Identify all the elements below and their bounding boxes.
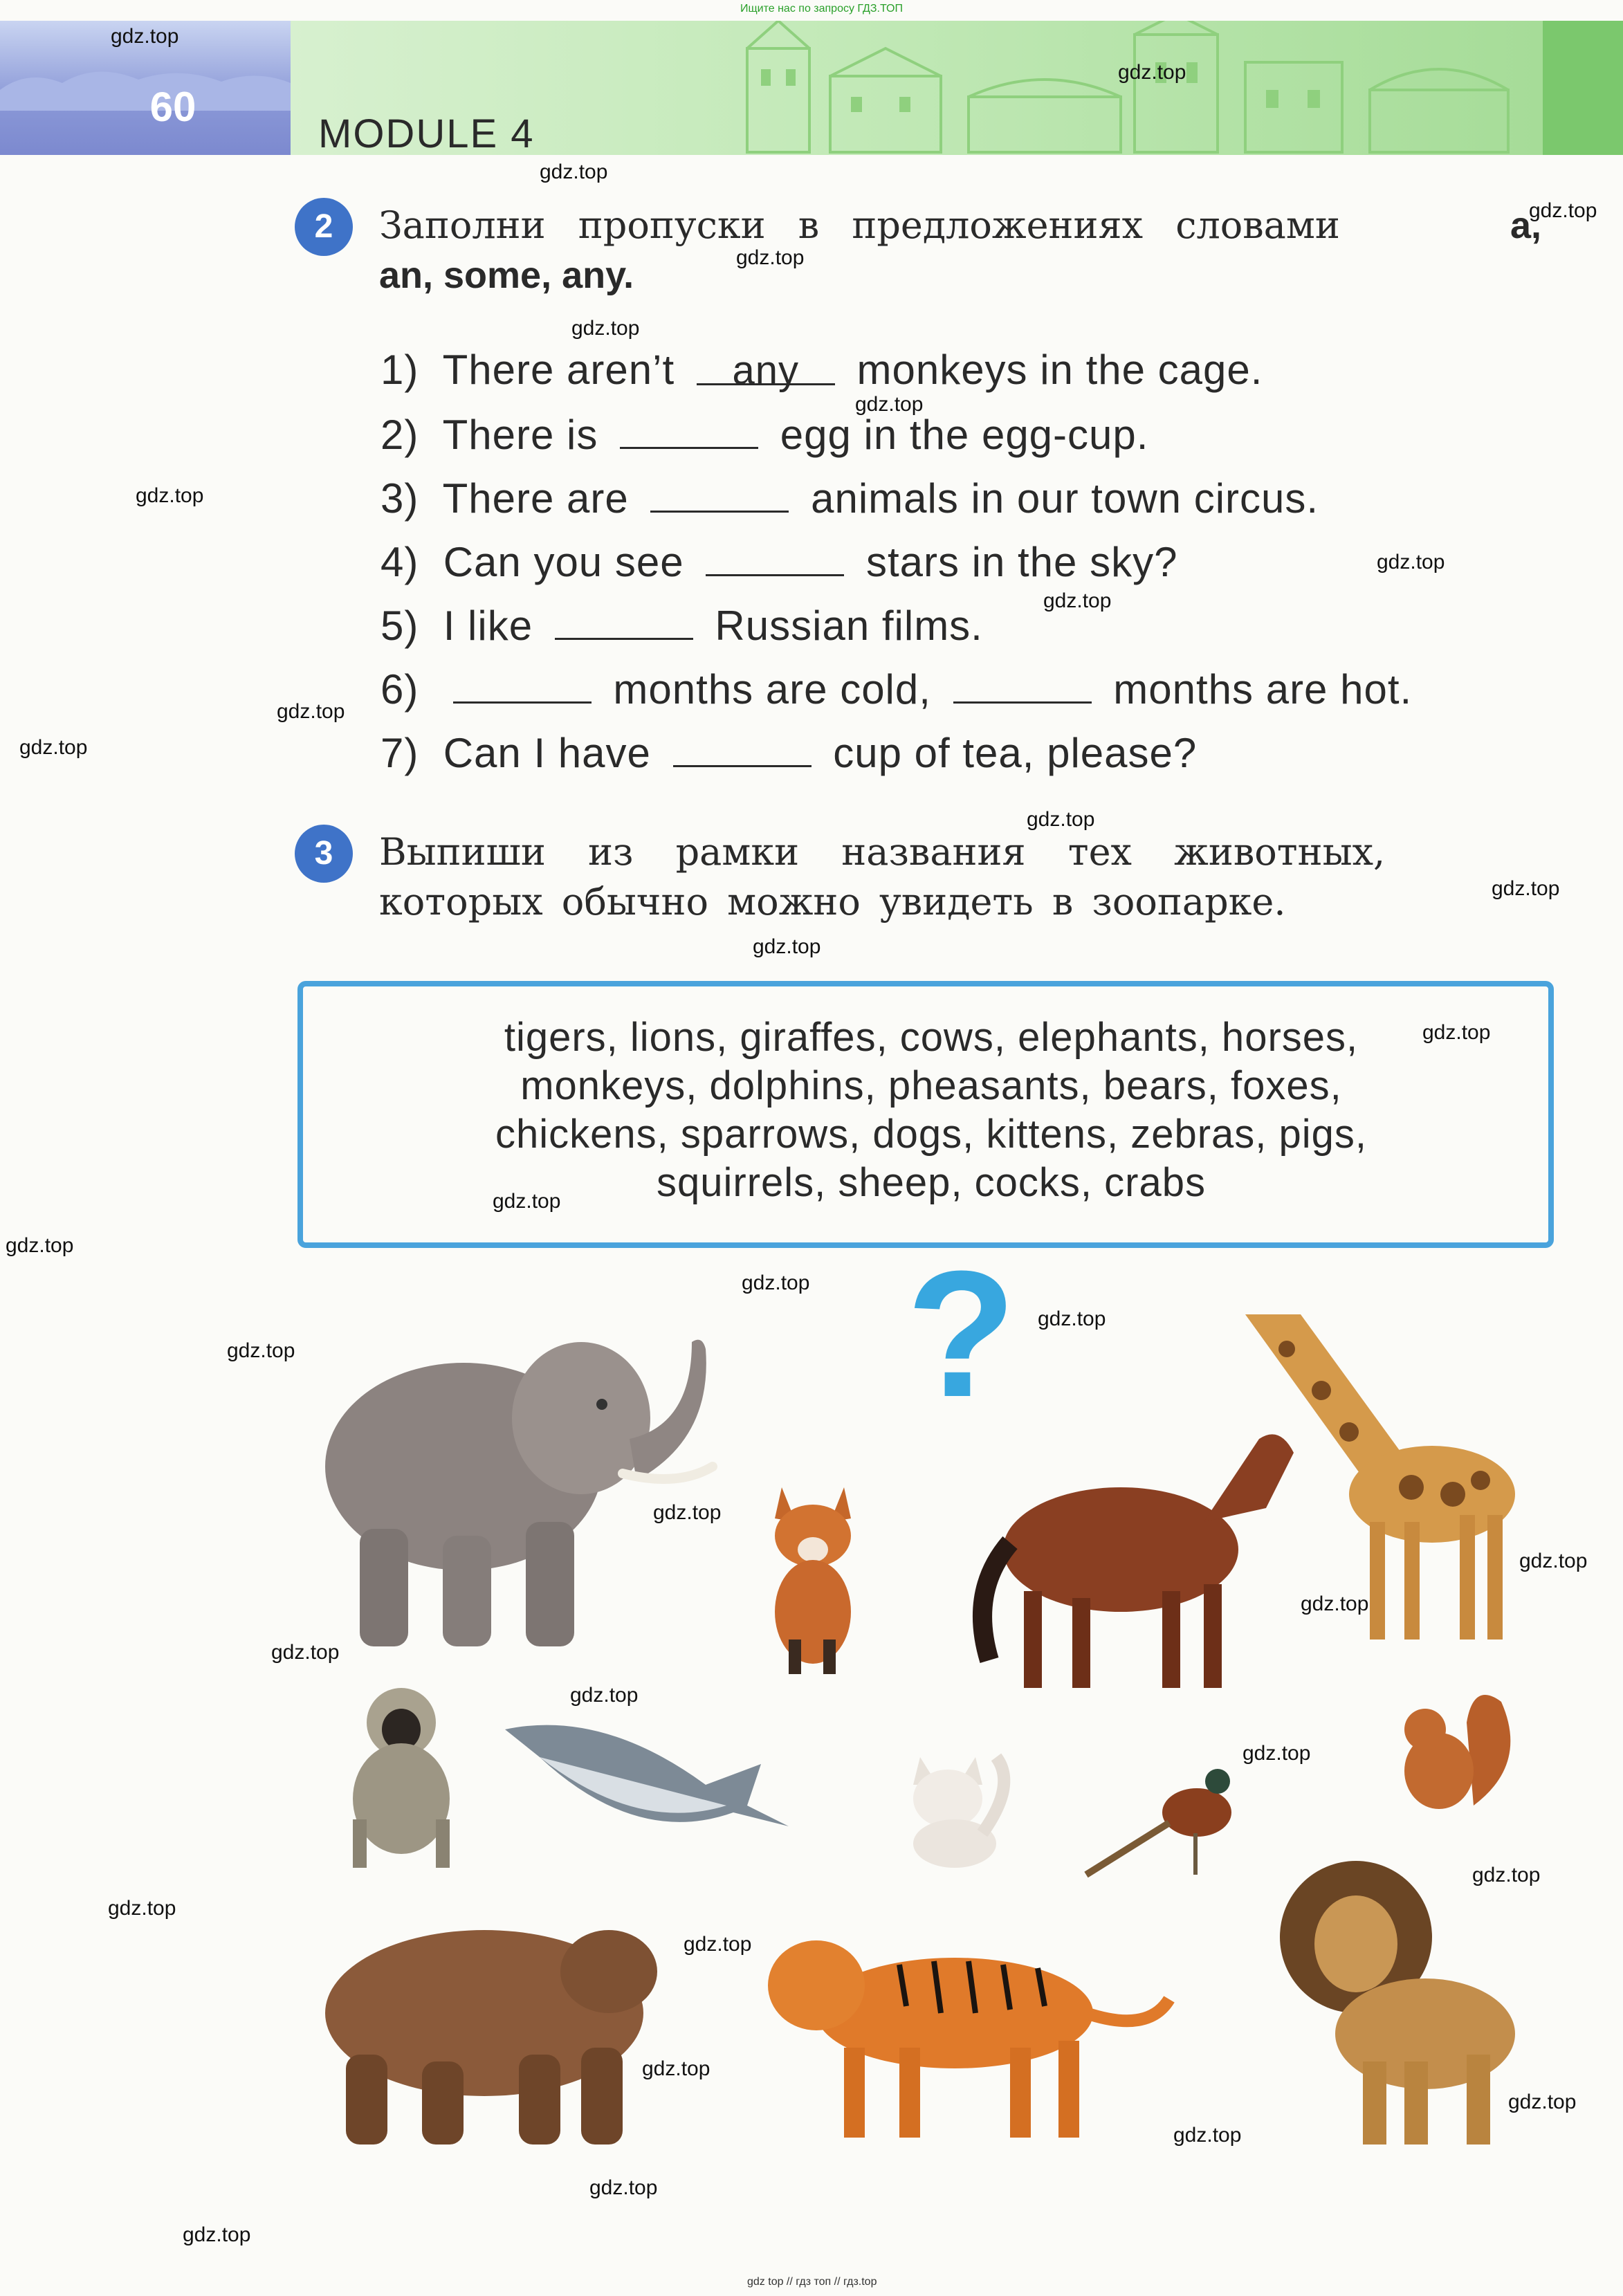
- task2-instruction-a: a,: [1510, 205, 1541, 246]
- watermark: gdz.top: [108, 1897, 176, 1920]
- watermark: gdz.top: [571, 317, 640, 340]
- answer-blank[interactable]: [953, 664, 1092, 704]
- watermark: gdz.top: [1038, 1307, 1106, 1330]
- top-note: Ищите нас по запросу ГДЗ.ТОП: [740, 3, 903, 15]
- sentence-5: 5) I like Russian films.: [380, 600, 983, 650]
- watermark: gdz.top: [1377, 551, 1445, 573]
- watermark: gdz.top: [736, 246, 805, 269]
- watermark: gdz.top: [19, 736, 88, 759]
- task-number-badge: 2: [295, 198, 353, 256]
- monkey-icon: [318, 1681, 477, 1875]
- watermark: gdz.top: [1301, 1592, 1369, 1615]
- fox-icon: [754, 1480, 872, 1674]
- task2-instruction-line1: Заполни пропуски в предложениях словами: [379, 203, 1340, 247]
- watermark: gdz.top: [1118, 61, 1186, 84]
- lion-icon: [1273, 1854, 1536, 2151]
- module-title: MODULE 4: [318, 111, 535, 156]
- header-edge: [1543, 21, 1623, 155]
- watermark: gdz.top: [570, 1684, 639, 1707]
- sentence-3: 3) There are animals in our town circus.: [380, 473, 1319, 522]
- tiger-icon: [761, 1930, 1176, 2145]
- task-number-badge: 3: [295, 825, 353, 883]
- watermark: gdz.top: [753, 935, 821, 958]
- watermark: gdz.top: [1508, 2091, 1577, 2113]
- answer-blank[interactable]: [453, 664, 592, 704]
- sentence-1: 1) There aren’t any monkeys in the cage.: [380, 347, 1263, 393]
- watermark: gdz.top: [6, 1234, 74, 1257]
- answer-blank[interactable]: [673, 728, 812, 767]
- answer-blank[interactable]: [555, 600, 693, 640]
- word-line-4: squirrels, sheep, cocks, crabs: [657, 1160, 1206, 1205]
- kitten-icon: [899, 1743, 1017, 1868]
- task3-instruction-line1: Выпиши из рамки названия тех животных,: [379, 830, 1386, 874]
- word-line-3: chickens, sparrows, dogs, kittens, zebras, pigs,: [495, 1112, 1368, 1157]
- city-skyline-icon: [692, 21, 1543, 155]
- watermark: gdz.top: [1043, 589, 1112, 612]
- task2-instruction-line2: an, some, any.: [379, 255, 634, 296]
- watermark: gdz.top: [183, 2223, 251, 2246]
- pheasant-icon: [1079, 1757, 1245, 1889]
- watermark: gdz.top: [540, 160, 608, 183]
- elephant-icon: [304, 1301, 775, 1660]
- watermark: gdz.top: [589, 2176, 658, 2199]
- squirrel-icon: [1384, 1681, 1522, 1819]
- answer-blank[interactable]: [650, 473, 789, 513]
- page-number: 60: [149, 84, 196, 130]
- dolphin-icon: [498, 1709, 796, 1854]
- watermark: gdz.top: [277, 700, 345, 723]
- watermark: gdz.top: [653, 1501, 722, 1524]
- sentence-4: 4) Can you see stars in the sky?: [380, 537, 1177, 586]
- watermark: gdz.top: [136, 484, 204, 507]
- watermark: gdz.top: [227, 1339, 295, 1362]
- answer-blank[interactable]: [620, 410, 758, 449]
- word-line-1: tigers, lions, giraffes, cows, elephants, horses,: [504, 1015, 1359, 1060]
- sentence-6: 6) months are cold, months are hot.: [380, 664, 1412, 713]
- watermark: gdz.top: [855, 393, 924, 416]
- word-frame: [297, 981, 1554, 1248]
- sentence-7: 7) Can I have cup of tea, please?: [380, 728, 1197, 777]
- watermark: gdz.top: [1519, 1550, 1588, 1572]
- answer-blank[interactable]: any: [697, 346, 835, 385]
- watermark: gdz.top: [493, 1190, 561, 1213]
- watermark: gdz.top: [1492, 877, 1560, 900]
- answer-blank[interactable]: [706, 537, 844, 576]
- watermark: gdz.top: [1173, 2124, 1242, 2147]
- sentence-2: 2) There is egg in the egg-cup.: [380, 410, 1148, 459]
- task3-instruction-line2: которых обычно можно увидеть в зоопарке.: [379, 880, 1286, 924]
- watermark: gdz.top: [271, 1641, 340, 1664]
- watermark: gdz.top: [684, 1933, 752, 1956]
- bear-icon: [304, 1895, 664, 2151]
- watermark: gdz.top: [1243, 1742, 1311, 1765]
- task3-instruction: [379, 827, 1541, 927]
- watermark: gdz.top: [742, 1271, 810, 1294]
- watermark: gdz.top: [1472, 1864, 1541, 1886]
- watermark: gdz.top: [1529, 199, 1597, 222]
- watermark: gdz.top: [1027, 808, 1095, 831]
- watermark: gdz.top: [1422, 1021, 1491, 1044]
- watermark: gdz.top: [111, 25, 179, 48]
- bottom-note: gdz top // гдз топ // гдз.top: [747, 2276, 877, 2288]
- task2-instruction: [379, 201, 1541, 300]
- word-line-2: monkeys, dolphins, pheasants, bears, foxes,: [520, 1063, 1342, 1108]
- watermark: gdz.top: [642, 2057, 710, 2080]
- giraffe-icon: [1204, 1287, 1536, 1646]
- question-mark-icon: ?: [906, 1234, 1016, 1435]
